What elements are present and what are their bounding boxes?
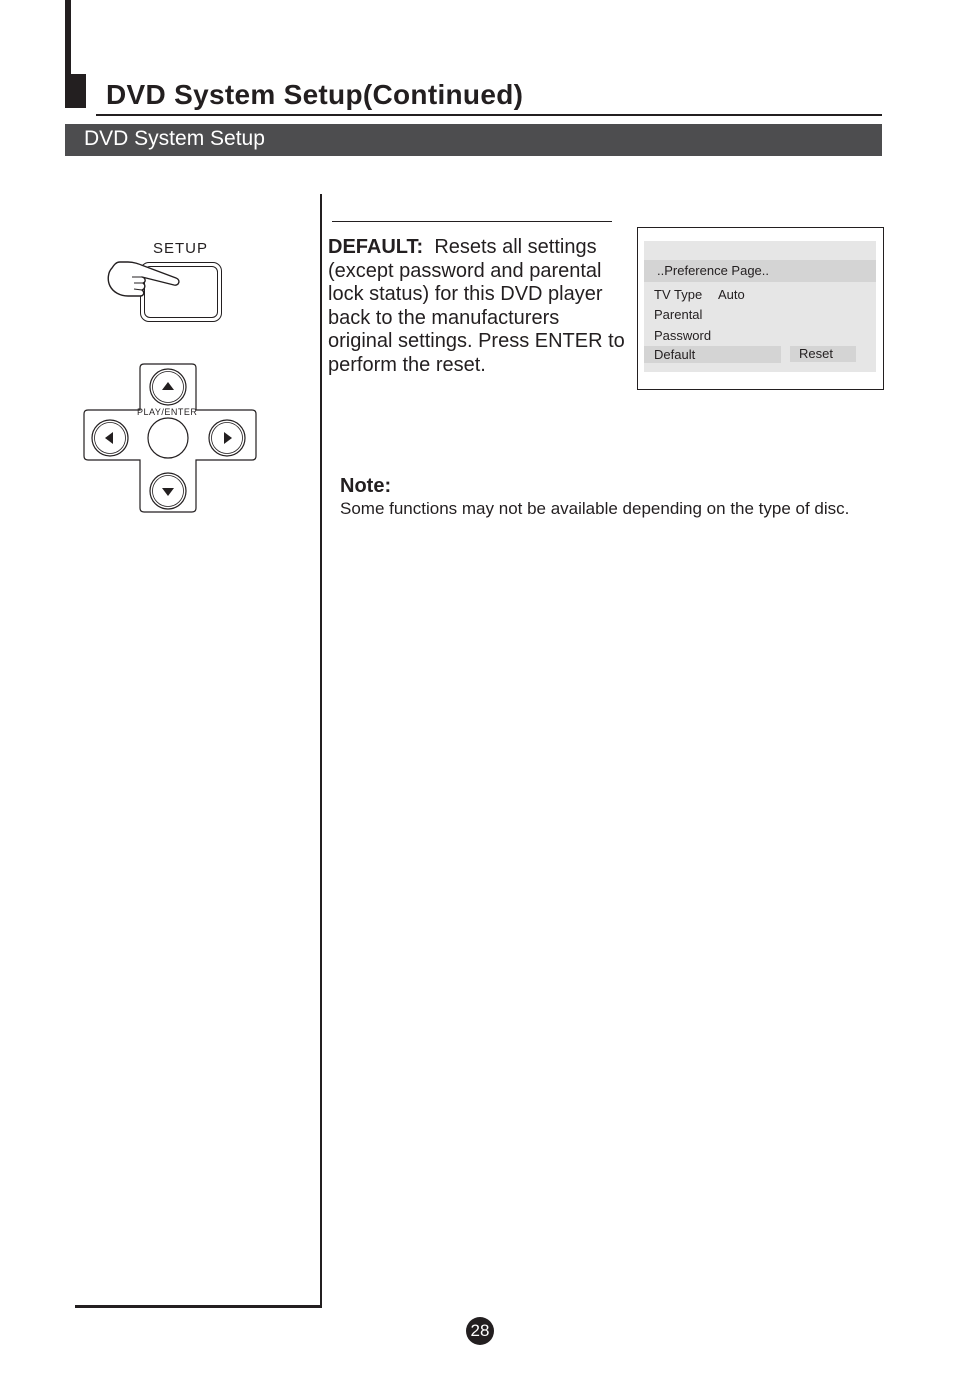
menu-item-parental: Parental — [654, 307, 703, 322]
setup-button-label: SETUP — [153, 240, 209, 257]
default-term: DEFAULT: — [328, 236, 424, 258]
default-description-text: Resets all settings (except password and parental lock status) for this DVD player back to the manufacturers original settings. Press ENTER to perform the reset. — [328, 236, 625, 376]
menu-header-label: ..Preference Page.. — [657, 263, 770, 278]
menu-value-tv-type: Auto — [718, 287, 745, 302]
menu-item-tv-type: TV Type — [654, 287, 703, 302]
page-number: 28 — [466, 1317, 494, 1345]
title-underline — [96, 114, 882, 116]
menu-value-reset — [790, 346, 856, 362]
bottom-rule — [75, 1305, 322, 1308]
menu-panel — [644, 241, 876, 372]
preference-menu-screen — [637, 227, 884, 390]
menu-item-default-label: Default — [654, 347, 696, 362]
play-enter-label: PLAY/ENTER — [137, 407, 198, 417]
text-top-rule — [332, 221, 612, 222]
section-title: DVD System Setup — [84, 127, 265, 150]
menu-value-reset-label: Reset — [799, 346, 833, 361]
note-text: Some functions may not be available depending on the type of disc. — [340, 499, 850, 518]
direction-pad-illustration — [82, 360, 260, 516]
pointing-hand-icon — [104, 254, 184, 304]
page-title: DVD System Setup(Continued) — [106, 79, 524, 110]
menu-item-default — [644, 346, 781, 363]
title-marker-block — [65, 74, 86, 108]
note-heading: Note: — [340, 475, 392, 497]
column-divider — [320, 194, 322, 1308]
menu-item-password: Password — [654, 328, 712, 343]
default-description — [328, 236, 628, 377]
menu-header — [644, 260, 876, 282]
